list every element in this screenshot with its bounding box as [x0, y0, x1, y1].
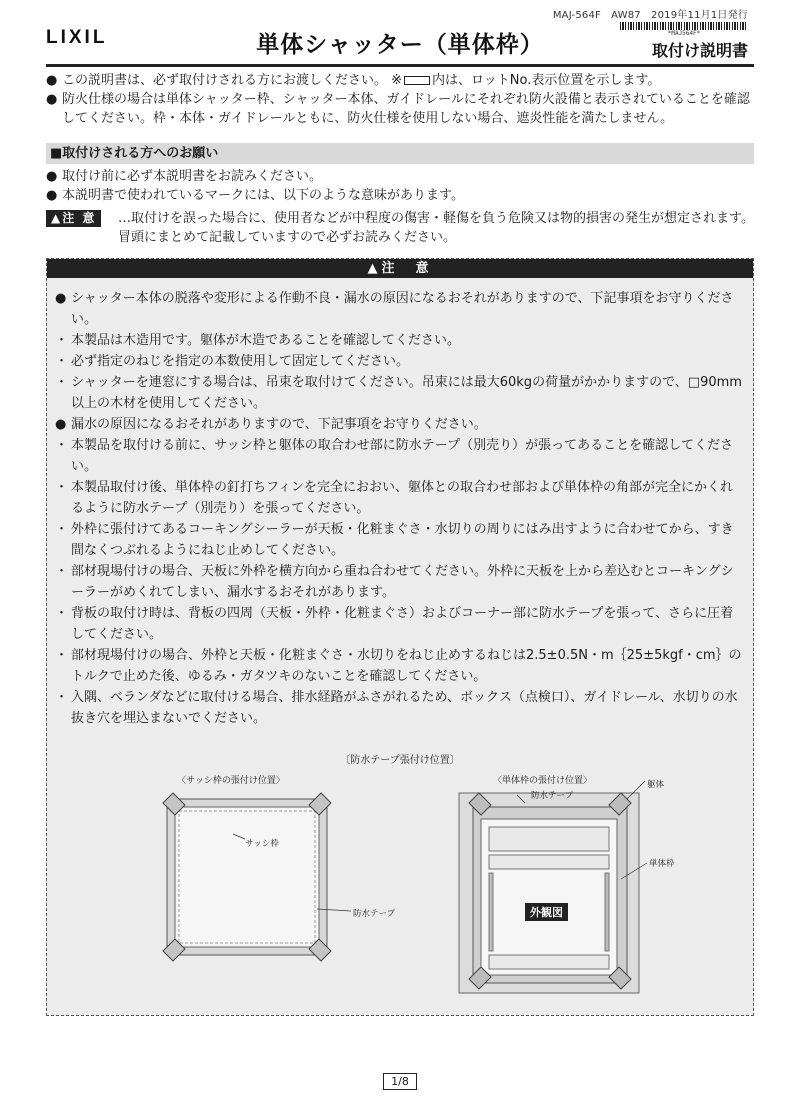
caution-badge: ▲注 意 — [46, 210, 101, 227]
caution-item-mark: ・ — [55, 648, 69, 663]
document-meta: MAJ-564F AW87 2019年11月1日発行 — [552, 10, 748, 21]
caution-item-mark: ・ — [55, 522, 69, 537]
bullet-mark: ● — [46, 188, 58, 203]
caution-item-mark: ・ — [55, 438, 69, 453]
section-item-1-text: 取付け前に必ず本説明書をお読みください。 — [62, 169, 323, 184]
caution-item-text: シャッターを連窓にする場合は、吊束を取付けてください。吊束には最大60kgの荷量がかかりますので、□90mm以上の木材を使用してください。 — [71, 375, 742, 411]
caution-item-text: 部材現場付けの場合、天板に外枠を横方向から重ね合わせてください。外枠に天板を上から差込むとコーキングシーラーがめくれてしまい、漏水するおそれがあります。 — [71, 564, 734, 600]
figure-title: 〔防水テープ張付け位置〕 — [340, 755, 460, 766]
caution-item-text: 漏水の原因になるおそれがありますので、下記事項をお守りください。 — [71, 417, 487, 432]
lot-number-box-icon — [404, 76, 430, 85]
barcode-text: *MAJ564F* — [667, 30, 701, 37]
page-title: 単体シャッター（単体枠） — [256, 32, 544, 58]
caution-item-text: 部材現場付けの場合、外枠と天板・化粧まぐさ・水切りをねじ止めするねじは2.5±0.5N・m｛25±5kgf・cm｝のトルクで止めた後、ゆるみ・ガタツキのないことを確認してください。 — [71, 648, 742, 684]
caution-item-text: 本製品を取付ける前に、サッシ枠と躯体の取合わせ部に防水テープ（別売り）が張ってあることを確認してください。 — [71, 438, 734, 474]
unit-frame-drawing — [459, 793, 639, 993]
caution-item-text: シャッター本体の脱落や変形による作動不良・漏水の原因になるおそれがありますので、下記事項をお守りください。 — [71, 291, 734, 327]
caution-item-mark: ・ — [55, 333, 69, 348]
intro-note-1-a: この説明書は、必ず取付けされる方にお渡しください。 ※ — [62, 73, 403, 88]
caution-item-text: 本製品は木造用です。躯体が木造であることを確認してください。 — [71, 333, 460, 348]
label-sash-frame: サッシ枠 — [245, 839, 279, 849]
figure-right-caption: 〈単体枠の張付け位置〉 — [493, 776, 593, 786]
caution-item-mark: ・ — [55, 690, 69, 705]
page-number: 1/8 — [383, 1073, 417, 1090]
section-item-1 — [46, 167, 754, 186]
label-body: 躯体 — [647, 780, 665, 790]
header-rule — [46, 64, 754, 67]
tape-position-diagram — [47, 259, 755, 1017]
label-tape-right: 防水テープ — [531, 791, 574, 801]
caution-item-mark: ・ — [55, 564, 69, 579]
bullet-mark: ● — [46, 92, 58, 107]
section-item-2-text: 本説明書で使われているマークには、以下のような意味があります。 — [62, 188, 464, 203]
caution-item-mark: ● — [55, 417, 67, 432]
caution-item-mark: ・ — [55, 354, 69, 369]
section-items — [46, 167, 754, 205]
intro-note-1 — [46, 71, 754, 90]
intro-note-1-b: 内は、ロットNo.表示位置を示します。 — [432, 73, 661, 88]
caution-item-text: 本製品取付け後、単体枠の釘打ちフィンを完全におおい、躯体との取合わせ部および単体枠の角部が完全にかくれるように防水テープ（別売り）を張ってください。 — [71, 480, 733, 516]
caution-item-text: 入隅、ベランダなどに取付ける場合、排水経路がふさがれるため、ボックス（点検口）、ガイドレール、水切りの水抜き穴を埋込まないでください。 — [71, 690, 738, 726]
intro-note-2 — [46, 90, 754, 128]
sash-frame-drawing — [163, 793, 331, 961]
intro-note-2-text: 防火仕様の場合は単体シャッター枠、シャッター本体、ガイドレールにそれぞれ防火設備と表示されていることを確認してください。枠・本体・ガイドレールともに、防火仕様を使用しない場合、遮炎性能を満たしません。 — [62, 92, 750, 126]
label-tape-left: 防水テープ — [353, 909, 396, 919]
brand-logo: LIXIL — [46, 27, 108, 48]
intro-notes — [46, 71, 754, 128]
caution-definition-text: …取付けを誤った場合に、使用者などが中程度の傷害・軽傷を負う危険又は物的損害の発生が想定されます。冒頭にまとめて記載していますので必ずお読みください。 — [118, 211, 754, 245]
caution-item-text: 必ず指定のねじを指定の本数使用して固定してください。 — [71, 354, 410, 369]
bullet-mark: ● — [46, 169, 58, 184]
figure-left-caption: 〈サッシ枠の張付け位置〉 — [177, 776, 285, 786]
section-heading: ■取付けされる方へのお願い — [46, 143, 754, 164]
document-type: 取付け説明書 — [651, 41, 748, 60]
caution-item-mark: ・ — [55, 375, 69, 390]
caution-panel-heading: ▲注 意 — [47, 259, 753, 278]
caution-item-mark: ・ — [55, 606, 69, 621]
section-item-2 — [46, 186, 754, 205]
caution-item-mark: ● — [55, 291, 67, 306]
label-exterior-view: 外観図 — [525, 903, 568, 921]
caution-item-text: 背板の取付け時は、背板の四周（天板・外枠・化粧まぐさ）およびコーナー部に防水テープを張って、さらに圧着してください。 — [71, 606, 734, 642]
caution-item-mark: ・ — [55, 480, 69, 495]
bullet-mark: ● — [46, 73, 58, 88]
label-unit-frame: 単体枠 — [649, 859, 675, 869]
caution-item-text: 外枠に張付けてあるコーキングシーラーが天板・化粧まぐさ・水切りの周りにはみ出すように合わせてから、すき間なくつぶれるようにねじ止めしてください。 — [71, 522, 734, 558]
caution-panel — [46, 258, 754, 1016]
caution-definition — [46, 209, 754, 247]
